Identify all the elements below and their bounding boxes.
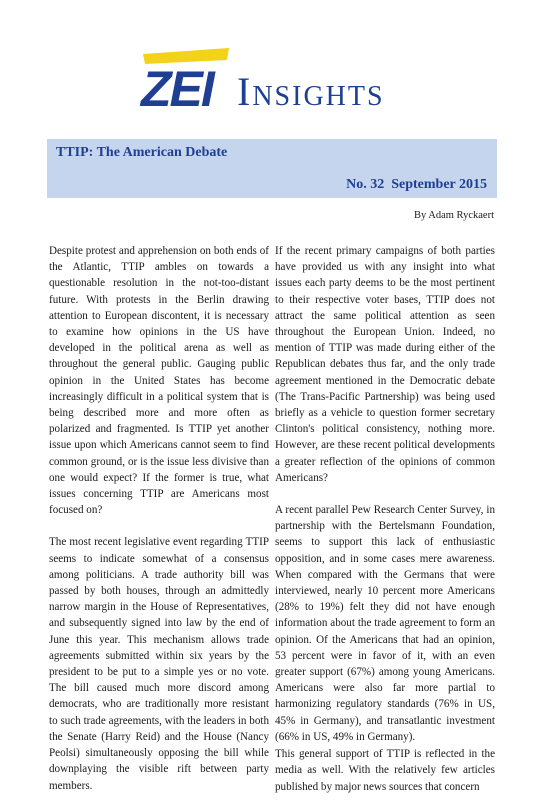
right-column xyxy=(275,243,495,811)
paragraph: The most recent legislative event regarding TTIP seems to indicate somewhat of a consensus among politicians. A trade authority bill was passed by both houses, through an admittedly narrow margin in the House of Representatives, and subsequently signed into law by the end of June this year. This mechanism allows trade agreements submitted within six years by the president to be put to a simple yes or no vote. The bill caused much more discord among democrats, who are traditionally more resistant to such trade agreements, with the leaders in both the Senate (Harry Reid) and the House (Nancy Peolsi) simultaneously opposing the bill while downplaying the visible rift between party members. xyxy=(49,536,269,792)
author-byline: By Adam Ryckaert xyxy=(413,210,494,221)
logo-mark-text: ZEI xyxy=(141,61,213,117)
article-title: TTIP: The American Debate xyxy=(56,145,228,160)
paragraph: A recent parallel Pew Research Center Survey, in partnership with the Bertelsmann Foundation, seems to support this lack of enthusiastic opposition, and in some cases mere awareness. When compared with the Germans that were interviewed, nearly 10 percent more Americans (28% to 19%) felt they did not have enough information about the trade agreement to form an opinion. Of the Americans that had an opinion, 53 percent were in favor of it, with an even greater support (67%) among young Americans. Americans were also far more partial to harmonizing regulatory standards (76% in US, 45% in Germany), and transatlantic investment (66% in US, 49% in Germany). xyxy=(275,504,495,743)
logo-wordmark: Insights xyxy=(237,69,385,114)
zei-logo-mark xyxy=(137,44,233,117)
issue-number-date: No. 32 September 2015 xyxy=(346,177,487,192)
paragraph: If the recent primary campaigns of both parties have provided us with any insight into what issues each party deems to be the most pertinent to their respective voter bases, TTIP does not attract the same political attention as seen throughout the European Union. Indeed, no mention of TTIP was made during either of the Republican debates thus far, and the only trade agreement mentioned in the Democratic debate (The Trans-Pacific Partnership) was being used briefly as a vehicle to question former secretary Clinton's political consistency, nothing more. However, are these recent political developments a greater reflection of the opinions of common Americans? xyxy=(275,245,495,484)
title-banner xyxy=(47,139,497,198)
zei-insights-logo xyxy=(137,44,437,116)
paragraph: This general support of TTIP is reflected in the media as well. With the relatively few articles published by major news sources that concern xyxy=(275,748,495,793)
left-column xyxy=(49,243,269,810)
paragraph: Despite protest and apprehension on both ends of the Atlantic, TTIP ambles on towards a questionable resolution in the not-too-distant future. With protests in the Berlin drawing attention to European discontent, it is necessary to examine how opinions in the US have developed in the political arena as well as throughout the general public. Gauging public opinion in the United States has become increasingly difficult in a political system that is being described more and more often as polarized and fragmented. Is TTIP yet another issue upon which Americans cannot seem to find common ground, or is the issue less divisive than one would expect? If the former is true, what issues concerning TTIP are Americans most focused on? xyxy=(49,245,269,517)
